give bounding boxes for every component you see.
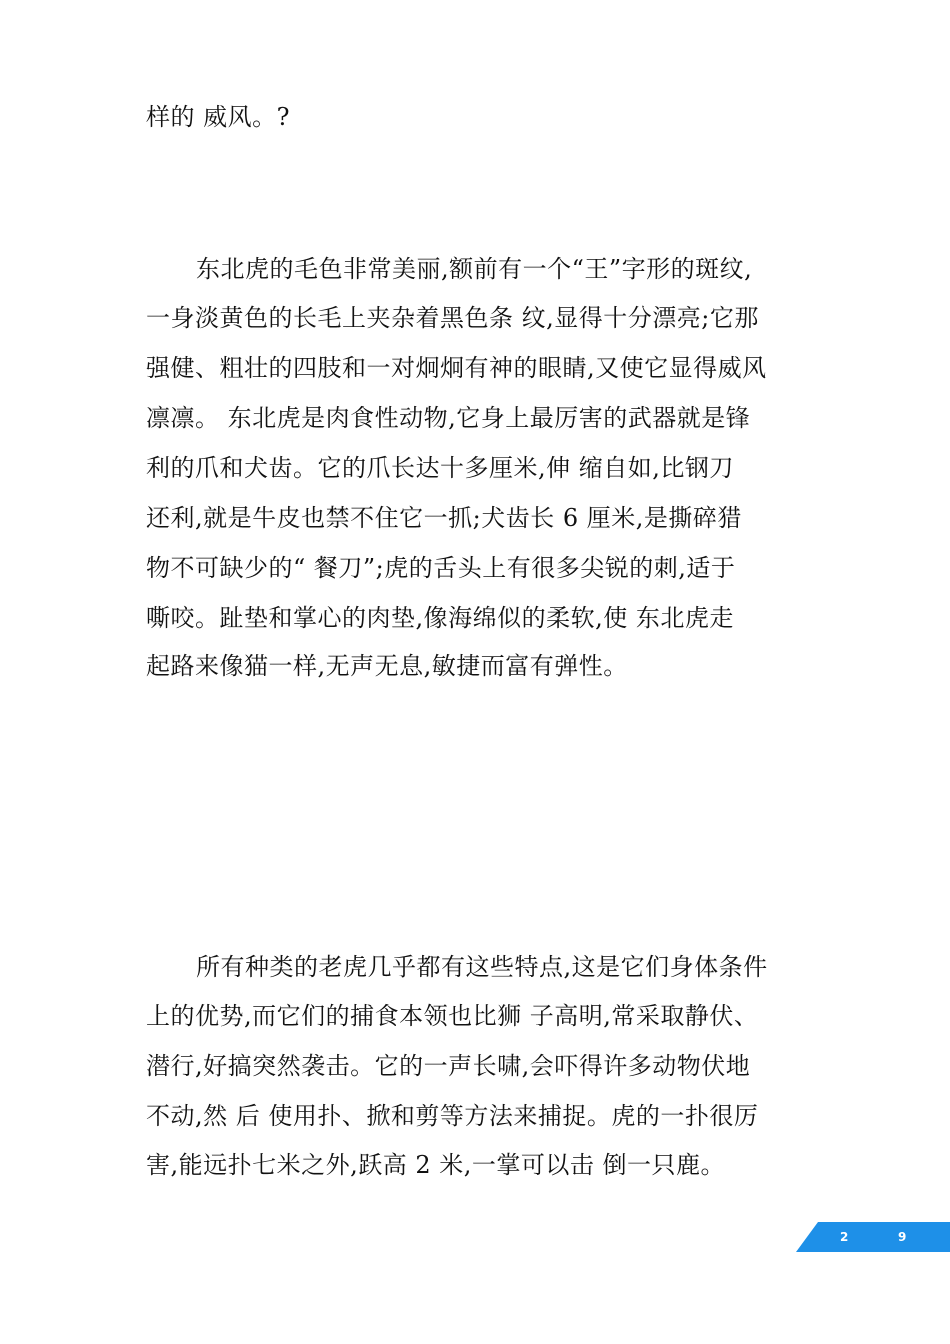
text-line: 强健、粗壮的四肢和一对炯炯有神的眼睛,又使它显得威风 [146,354,767,382]
text-line: 上的优势,而它们的捕食本领也比狮 子高明,常采取静伏、 [146,1002,759,1030]
page-number-badge [796,1222,950,1252]
text-line: 潜行,好搞突然袭击。它的一声长啸,会吓得许多动物伏地 [146,1052,751,1080]
text-line: 不动,然 后 使用扑、掀和剪等方法来捕捉。虎的一扑很厉 [146,1102,759,1130]
text-line: 样的 威风。? [146,103,290,131]
text-line: 东北虎的毛色非常美丽,额前有一个“王”字形的斑纹, [196,255,753,283]
page-badge-shape [796,1222,950,1252]
text-line: 起路来像猫一样,无声无息,敏捷而富有弹性。 [146,652,628,680]
text-line: 物不可缺少的“ 餐刀”;虎的舌头上有很多尖锐的刺,适于 [146,554,736,582]
text-line: 嘶咬。趾垫和掌心的肉垫,像海绵似的柔软,使 东北虎走 [146,604,734,632]
page-number-current: 2 [840,1230,849,1244]
text-line: 利的爪和犬齿。它的爪长达十多厘米,伸 缩自如,比钢刀 [146,454,734,482]
text-line: 凛凛。 东北虎是肉食性动物,它身上最厉害的武器就是锋 [146,404,751,432]
text-line: 所有种类的老虎几乎都有这些特点,这是它们身体条件 [196,953,768,981]
text-line: 还利,就是牛皮也禁不住它一抓;犬齿长 6 厘米,是撕碎猎 [146,504,742,532]
text-line: 一身淡黄色的长毛上夹杂着黑色条 纹,显得十分漂亮;它那 [146,304,759,332]
page-number-total: 9 [898,1230,907,1244]
text-line: 害,能远扑七米之外,跃高 2 米,一掌可以击 倒一只鹿。 [146,1151,726,1179]
